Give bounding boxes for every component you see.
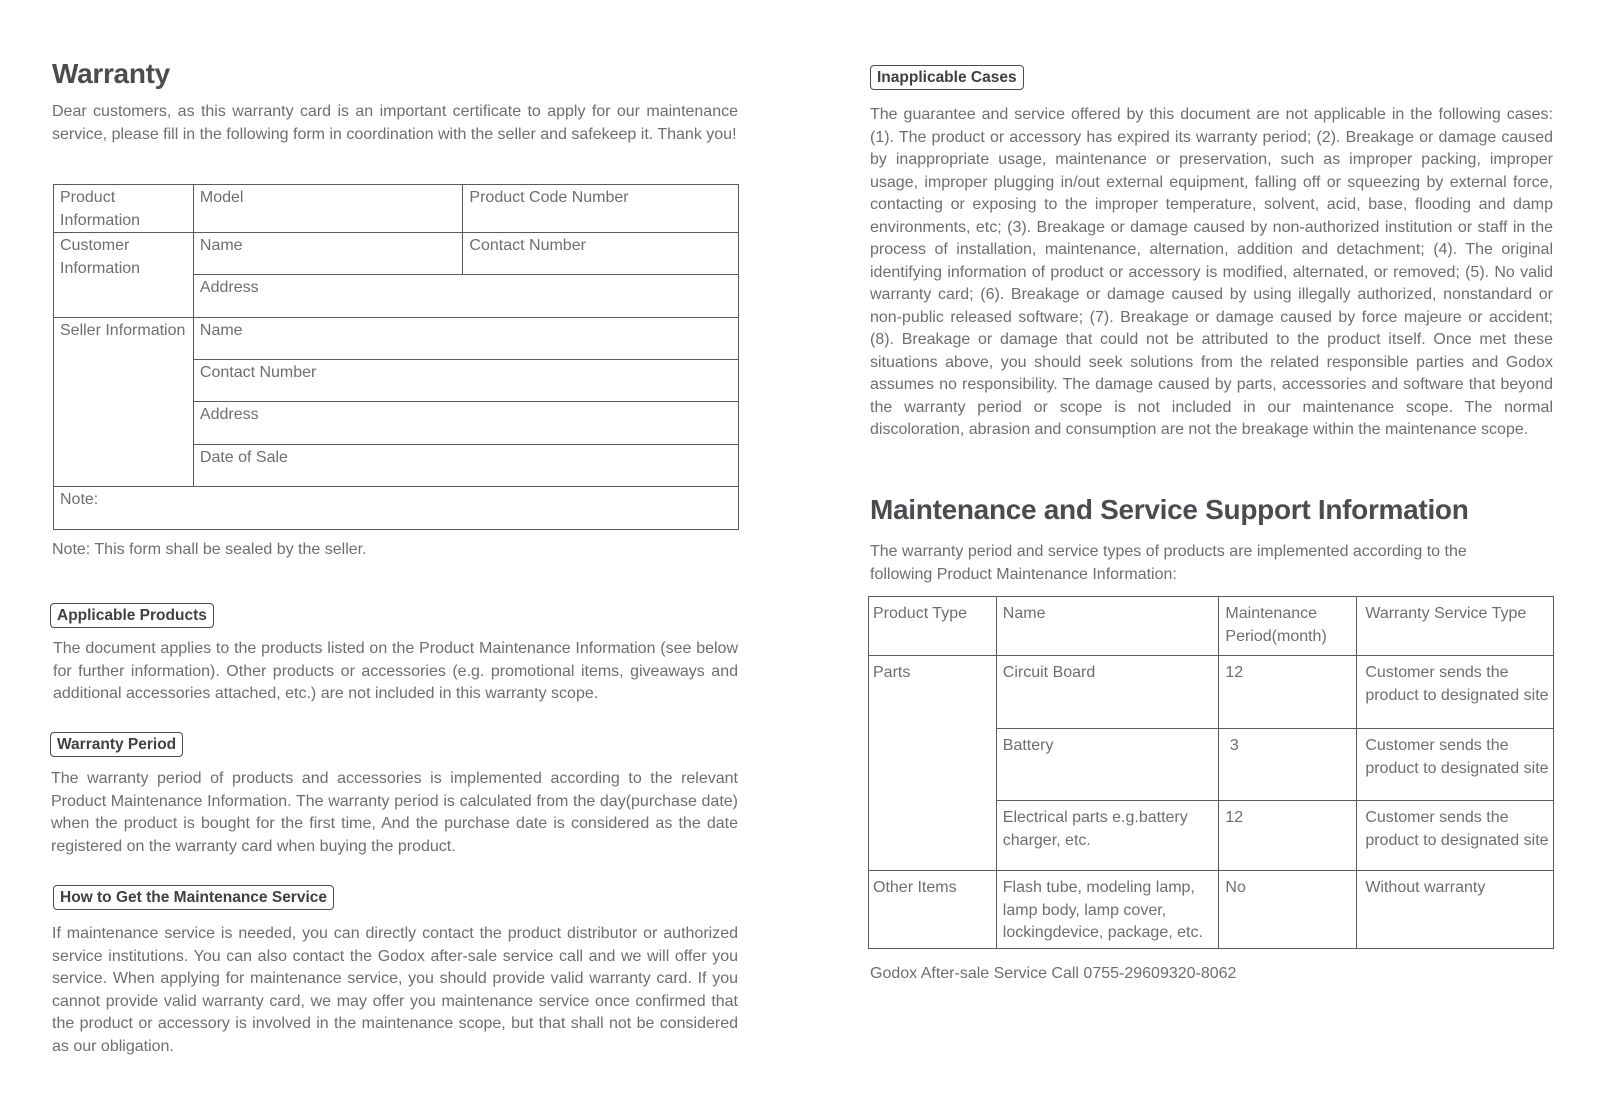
row-battery-name: Battery (996, 729, 1219, 801)
header-warranty-service-type: Warranty Service Type (1357, 597, 1554, 656)
row-electrical-parts-service: Customer sends the product to designated site (1357, 801, 1554, 871)
applicable-products-heading: Applicable Products (50, 603, 214, 628)
seller-address-field[interactable]: Address (193, 402, 738, 445)
warranty-intro: Dear customers, as this warranty card is an important certificate to apply for our maintenance service, please fill in the following form in coordination with the seller and safekeep it. Thank you! (52, 103, 738, 143)
maintenance-table (868, 596, 1554, 949)
customer-address-field[interactable]: Address (193, 275, 738, 318)
applicable-products-text: The document applies to the products listed on the Product Maintenance Information (see below for further information). Other products or accessories (e.g. promotional items, giveaways and additional accessories attached, etc.) are not included in this warranty scope. (53, 640, 738, 702)
row-circuit-board-service: Customer sends the product to designated site (1357, 656, 1554, 729)
row-battery-service: Customer sends the product to designated site (1357, 729, 1554, 801)
customer-contact-field[interactable]: Contact Number (463, 233, 739, 275)
product-code-field[interactable]: Product Code Number (463, 185, 739, 233)
support-title: Maintenance and Service Support Information (870, 494, 1469, 525)
how-to-get-service-heading: How to Get the Maintenance Service (53, 885, 334, 910)
date-of-sale-field[interactable]: Date of Sale (193, 445, 738, 487)
row-circuit-board-name: Circuit Board (996, 656, 1219, 729)
form-seal-note: Note: This form shall be sealed by the seller. (52, 541, 367, 558)
note-field[interactable]: Note: (54, 487, 739, 530)
warranty-form (53, 184, 739, 530)
model-field[interactable]: Model (193, 185, 463, 233)
warranty-period-text: The warranty period of products and accessories is implemented according to the relevant Product Maintenance Information. The warranty period is calculated from the day(purchase date) when the product is bought for the first time, And the purchase date is considered as the date registered on the warranty card when buying the product. (51, 770, 738, 855)
row-other-items-name: Flash tube, modeling lamp, lamp body, lamp cover, lockingdevice, package, etc. (996, 871, 1219, 949)
header-name: Name (996, 597, 1219, 656)
row-circuit-board-period: 12 (1219, 656, 1357, 729)
service-call: Godox After-sale Service Call 0755-29609320-8062 (870, 965, 1237, 982)
product-information-label: Product Information (54, 185, 194, 233)
row-battery-period: 3 (1219, 729, 1357, 801)
inapplicable-cases-text: The guarantee and service offered by this document are not applicable in the following cases: (1). The product or accessory has expired its warranty period; (2). Breakage or damage caused by inappropriate usage, maintenance or preservation, such as improper packing, improper usage, improper plugging in/out external equipment, falling off or squeezing by external force, contacting or exposing to the improper temperature, solvent, acid, base, flooding and damp environments, etc; (3). Breakage or damage caused by non-authorized institution or staff in the process of installation, maintenance, alternation, addition and detachment; (4). The original identifying information of product or accessory is modified, alternated, or removed; (5). No valid warranty card; (6). Breakage or damage caused by using illegally authorized, nonstandard or non-public released software; (7). Breakage or damage caused by force majeure or accident; (8). Breakage or damage that could not be attributed to the product itself. Once met these situations above, you should seek solutions from the related responsible parties and Godox assumes no responsibility. The damage caused by parts, accessories and software that beyond the warranty period or scope is not included in our maintenance scope. The normal discoloration, abrasion and consumption are not the breakage within the maintenance scope. (870, 106, 1553, 438)
support-intro: The warranty period and service types of products are implemented according to the following Product Maintenance Information: (870, 543, 1467, 583)
row-other-items-service: Without warranty (1357, 871, 1554, 949)
header-maintenance-period: Maintenance Period(month) (1219, 597, 1357, 656)
warranty-title: Warranty (52, 58, 170, 89)
customer-information-label: Customer Information (54, 233, 194, 318)
seller-information-label: Seller Information (54, 318, 194, 487)
header-product-type: Product Type (869, 597, 997, 656)
parts-type-cell: Parts (869, 656, 997, 871)
seller-name-field[interactable]: Name (193, 318, 738, 360)
row-electrical-parts-period: 12 (1219, 801, 1357, 871)
customer-name-field[interactable]: Name (193, 233, 463, 275)
other-items-type-cell: Other Items (869, 871, 997, 949)
inapplicable-cases-heading: Inapplicable Cases (870, 65, 1024, 90)
how-to-get-service-text: If maintenance service is needed, you can directly contact the product distributor or authorized service institutions. You can also contact the Godox after-sale service call and we will offer you service. When applying for maintenance service, you should provide valid warranty card. If you cannot provide valid warranty card, we may offer you maintenance service once confirmed that the product or accessory is involved in the maintenance scope, but that shall not be considered as our obligation. (52, 925, 738, 1055)
seller-contact-field[interactable]: Contact Number (193, 360, 738, 402)
row-other-items-period: No (1219, 871, 1357, 949)
warranty-period-heading: Warranty Period (50, 732, 183, 757)
row-electrical-parts-name: Electrical parts e.g.battery charger, etc. (996, 801, 1219, 871)
